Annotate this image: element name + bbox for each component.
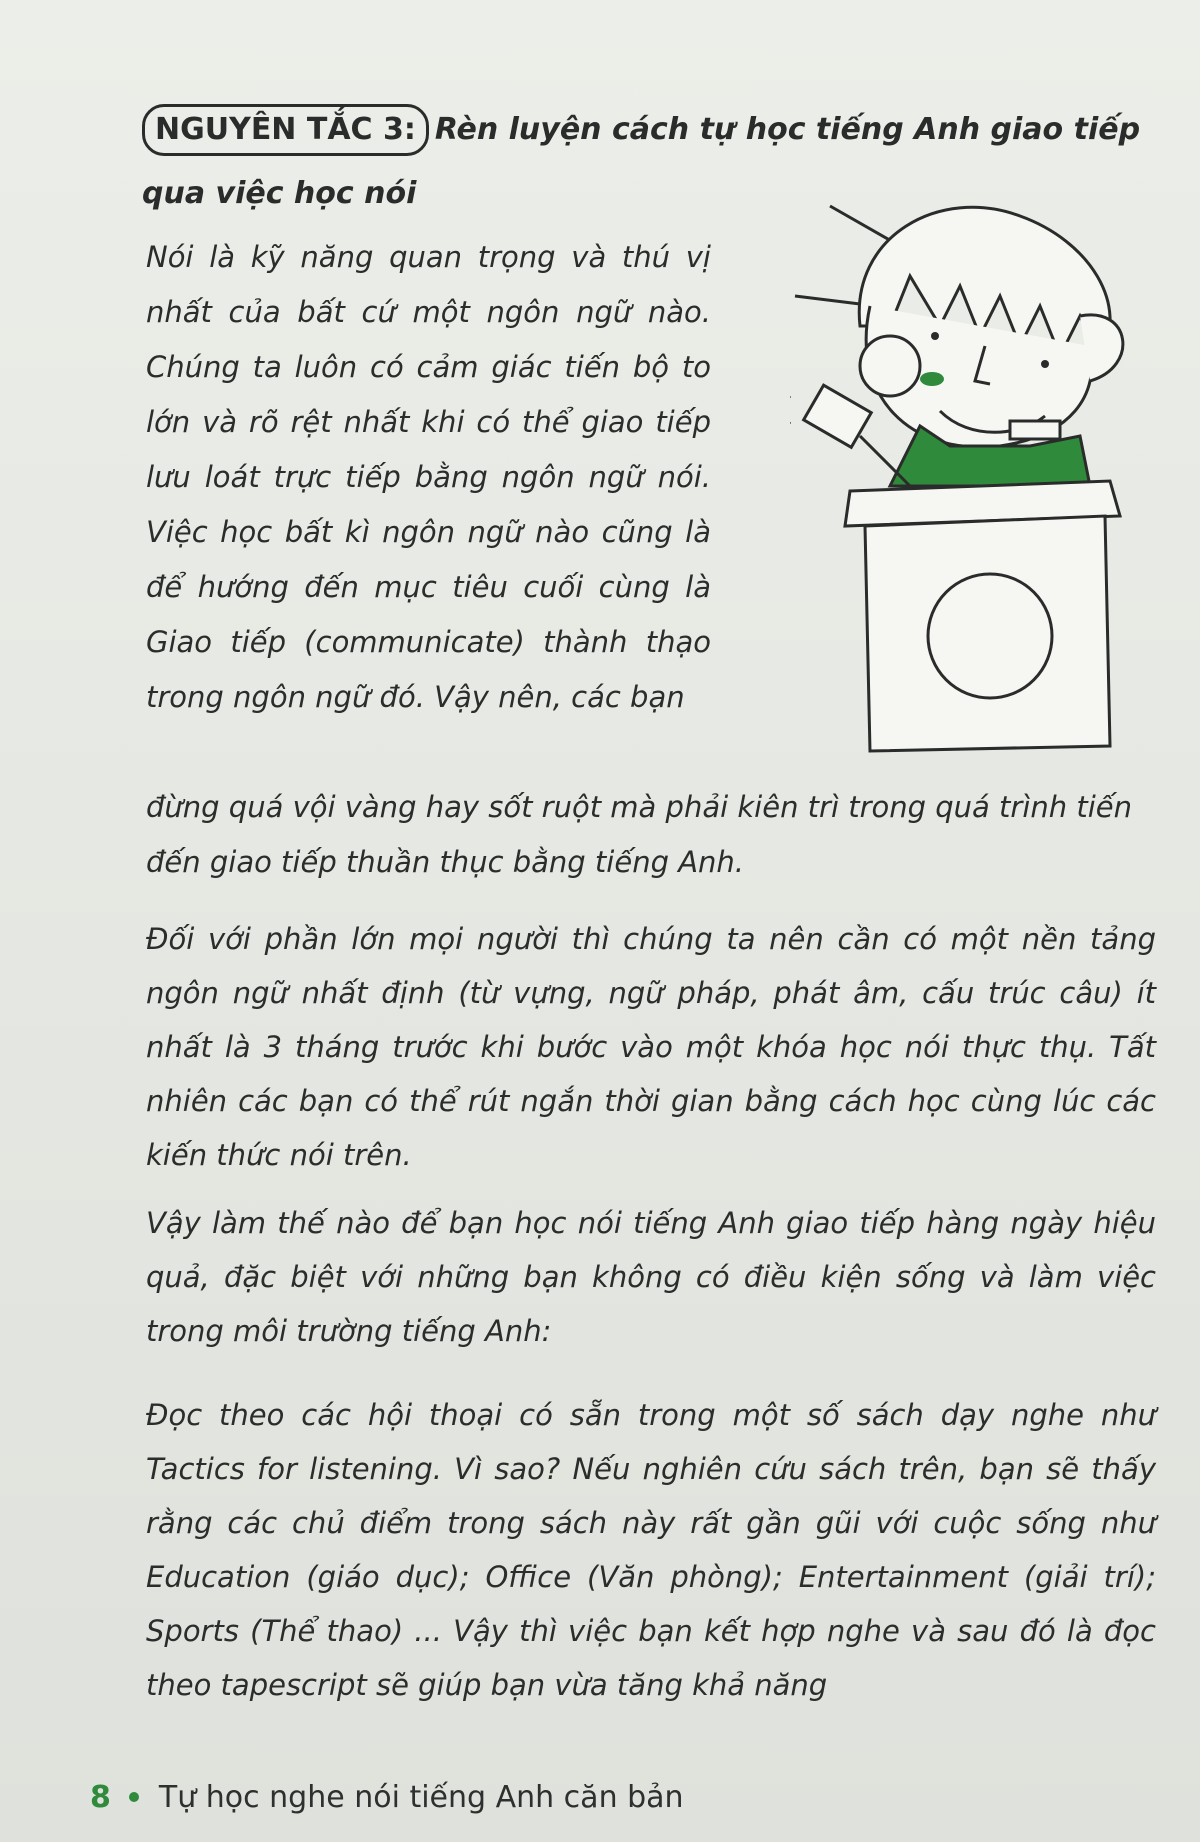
paragraph-foundation: Đối với phần lớn mọi người thì chúng ta nên cần có một nền tảng ngôn ngữ nhất định (từ vựng, ngữ pháp, phát âm, cấu trúc câu) ít nhất là 3 tháng trước khi bước vào một khóa học nói thực thụ. Tất nhiên các bạn có thể rút ngắn thời gian bằng cách học cùng lúc các kiến thức nói trên. — [146, 922, 1156, 1172]
footer-bullet-icon — [129, 1792, 139, 1802]
section-title: Rèn luyện cách tự học tiếng Anh giao tiếp qua việc học nói — [142, 112, 1141, 211]
book-title: Tự học nghe nói tiếng Anh căn bản — [158, 1779, 684, 1815]
page-number: 8 — [90, 1779, 111, 1815]
paragraph-question: Vậy làm thế nào để bạn học nói tiếng Anh giao tiếp hàng ngày hiệu quả, đặc biệt với những bạn không có điều kiện sống và làm việc trong môi trường tiếng Anh: — [146, 1206, 1156, 1348]
intro-paragraph: Nói là kỹ năng quan trọng và thú vị nhất của bất cứ một ngôn ngữ nào. Chúng ta luôn có cảm giác tiến bộ to lớn và rõ rệt nhất khi có thể giao tiếp lưu loát trực tiếp bằng ngôn ngữ nói. Việc học bất kì ngôn ngữ nào cũng là để hướng đến mục tiêu cuối cùng là Giao tiếp (communicate) thành thạo trong ngôn ngữ đó. Vậy nên, các bạn — [146, 240, 711, 714]
paragraph-tactics: Đọc theo các hội thoại có sẵn trong một số sách dạy nghe như Tactics for listening. Vì sao? Nếu nghiên cứu sách trên, bạn sẽ thấy rằng các chủ điểm trong sách này rất gần gũi với cuộc sống như Education (giáo dục); Office (Văn phòng); Entertainment (giải trí); Sports (Thể thao) ... Vậy thì việc bạn kết hợp nghe và sau đó là đọc theo tapescript sẽ giúp bạn vừa tăng khả năng — [146, 1398, 1156, 1702]
rule-label: NGUYÊN TẮC 3: — [142, 104, 429, 156]
intro-paragraph-continuation: đừng quá vội vàng hay sốt ruột mà phải kiên trì trong quá trình tiến đến giao tiếp thuần thục bằng tiếng Anh. — [146, 790, 1133, 879]
speaker-at-podium-illustration — [790, 196, 1170, 756]
page-footer — [90, 1772, 684, 1822]
